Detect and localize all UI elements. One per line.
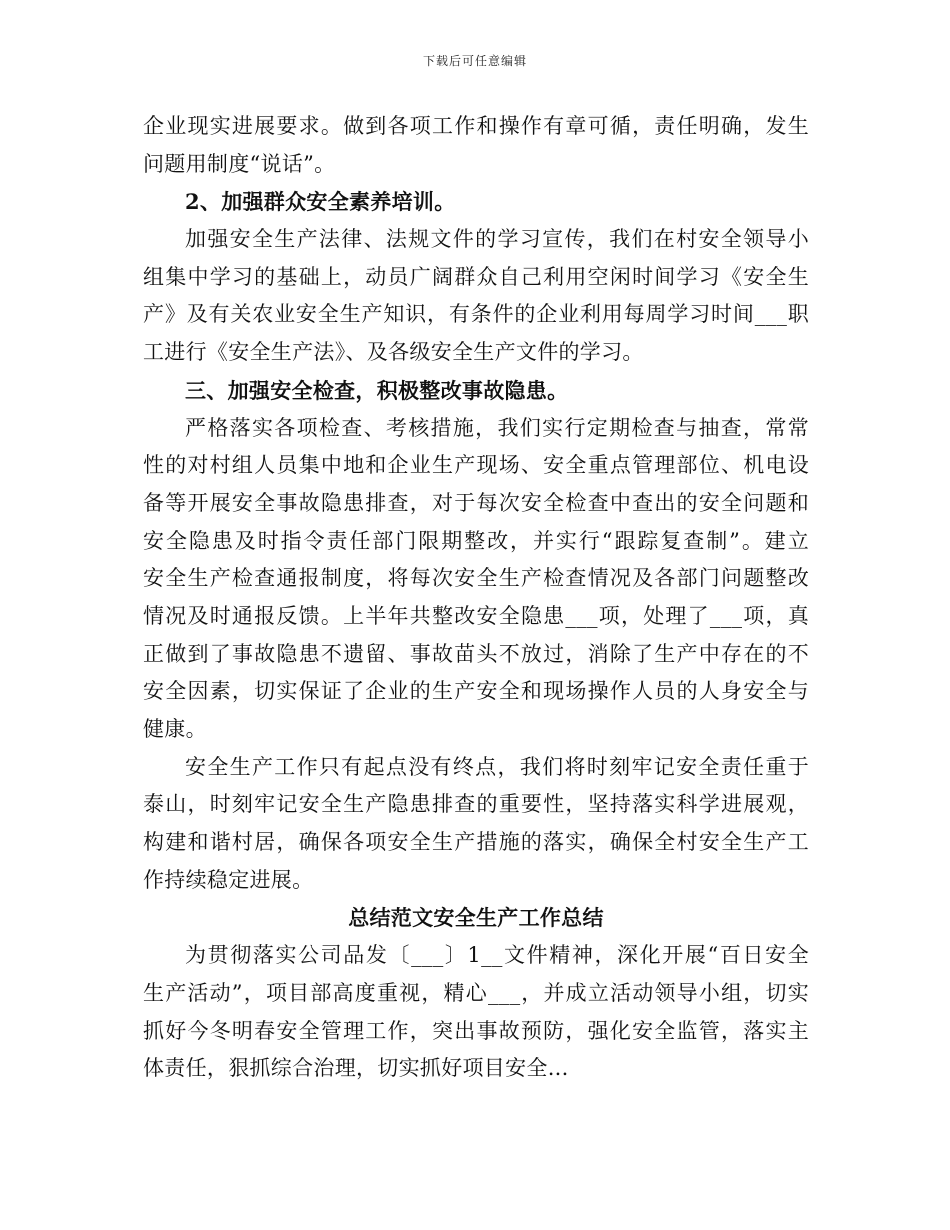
body-line: 情况及时通报反馈。上半年共整改安全隐患___项，处理了___项，真 <box>143 603 809 628</box>
body-line: 工进行《安全生产法》、及各级安全生产文件的学习。 <box>143 340 644 365</box>
body-line: 组集中学习的基础上，动员广阔群众自己利用空闲时间学习《安全生 <box>143 264 809 289</box>
section-heading: 2、加强群众安全素养培训。 <box>185 189 456 215</box>
body-line: 正做到了事故隐患不遗留、事故苗头不放过，消除了生产中存在的不 <box>143 641 809 666</box>
document-title: 总结范文安全生产工作总结 <box>348 905 604 931</box>
body-line: 问题用制度“说话”。 <box>143 151 336 176</box>
document-body <box>143 108 809 1088</box>
body-line: 泰山，时刻牢记安全生产隐患排查的重要性，坚持落实科学进展观， <box>143 792 809 817</box>
section-heading: 三、加强安全检查，积极整改事故隐患。 <box>185 377 569 403</box>
body-line: 企业现实进展要求。做到各项工作和操作有章可循，责任明确，发生 <box>143 114 809 138</box>
body-line: 生产活动”，项目部高度重视，精心___，并成立活动领导小组，切实 <box>143 980 809 1005</box>
body-line: 安全因素，切实保证了企业的生产安全和现场操作人员的人身安全与 <box>143 679 809 704</box>
body-line: 安全隐患及时指令责任部门限期整改，并实行“跟踪复查制”。建立 <box>143 528 809 553</box>
body-line: 加强安全生产法律、法规文件的学习宣传，我们在村安全领导小 <box>185 227 809 252</box>
body-line: 作持续稳定进展。 <box>143 867 314 892</box>
body-line: 安全生产检查通报制度，将每次安全生产检查情况及各部门问题整改 <box>143 566 809 591</box>
body-line: 安全生产工作只有起点没有终点，我们将时刻牢记安全责任重于 <box>185 754 809 779</box>
body-line: 严格落实各项检查、考核措施，我们实行定期检查与抽查，常常 <box>185 415 809 440</box>
body-line: 抓好今冬明春安全管理工作，突出事故预防，强化安全监管，落实主 <box>143 1018 809 1043</box>
page-header: 下载后可任意编辑 <box>422 54 527 68</box>
body-line: 为贯彻落实公司品发〔___〕1__文件精神，深化开展“百日安全 <box>185 943 809 968</box>
body-line: 性的对村组人员集中地和企业生产现场、安全重点管理部位、机电设 <box>143 453 809 478</box>
body-line: 备等开展安全事故隐患排查，对于每次安全检查中查出的安全问题和 <box>143 490 809 515</box>
body-line: 构建和谐村居，确保各项安全生产措施的落实，确保全村安全生产工 <box>143 830 809 855</box>
body-line: 产》及有关农业安全生产知识，有条件的企业利用每周学习时间___职 <box>143 302 809 327</box>
body-line: 体责任，狠抓综合治理，切实抓好项目安全... <box>143 1056 569 1081</box>
body-line: 健康。 <box>143 717 207 741</box>
